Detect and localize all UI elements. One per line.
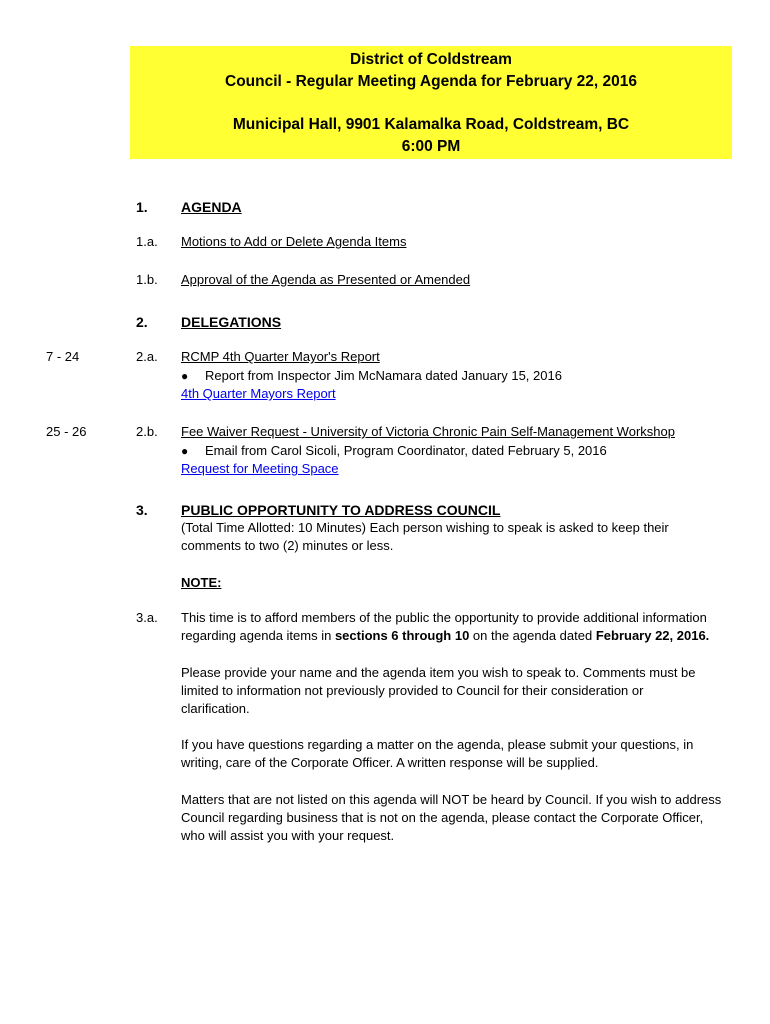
bullet-icon: ● bbox=[181, 369, 189, 383]
item-2b-bullet-text: Email from Carol Sicoli, Program Coordinator, dated February 5, 2016 bbox=[205, 443, 607, 458]
section-1-title: AGENDA bbox=[181, 199, 242, 215]
item-3a-p1-sections: sections 6 through 10 bbox=[334, 628, 470, 643]
item-2b-number: 2.b. bbox=[136, 424, 158, 439]
section-3-intro: (Total Time Allotted: 10 Minutes) Each person wishing to speak is asked to keep their comments to two (2) minutes or less. bbox=[181, 520, 669, 553]
item-1b-title[interactable]: Approval of the Agenda as Presented or Amended bbox=[181, 272, 471, 287]
item-2b-pages: 25 - 26 bbox=[46, 424, 87, 439]
item-1b-number: 1.b. bbox=[136, 272, 158, 287]
item-3a-p1-text: This time is to afford members of the public the opportunity to provide additional information regarding agenda items in bbox=[181, 610, 707, 643]
meeting-title: Council - Regular Meeting Agenda for February 22, 2016 bbox=[225, 73, 637, 90]
item-2b-attachment-link[interactable]: Request for Meeting Space bbox=[181, 461, 339, 476]
agenda-header-banner bbox=[130, 46, 732, 159]
item-3a-p1-mid: on the agenda dated bbox=[469, 628, 596, 643]
section-1-number: 1. bbox=[136, 199, 148, 215]
meeting-time: 6:00 PM bbox=[401, 138, 461, 155]
item-1a-title[interactable]: Motions to Add or Delete Agenda Items bbox=[181, 234, 407, 249]
item-3a-paragraph-1 bbox=[181, 609, 721, 645]
section-2-title: DELEGATIONS bbox=[181, 314, 282, 330]
section-3-note-label: NOTE: bbox=[181, 575, 222, 590]
item-2a-title[interactable]: RCMP 4th Quarter Mayor's Report bbox=[181, 349, 380, 364]
item-3a-paragraph-2: Please provide your name and the agenda item you wish to speak to. Comments must be limited to information not previously provided to Council for their consideration or clarification. bbox=[181, 665, 696, 716]
district-title: District of Coldstream bbox=[350, 51, 512, 68]
item-2b-title[interactable]: Fee Waiver Request - University of Victoria Chronic Pain Self-Management Workshop bbox=[181, 424, 675, 439]
item-2b-bullet bbox=[181, 442, 607, 460]
meeting-location: Municipal Hall, 9901 Kalamalka Road, Coldstream, BC bbox=[232, 116, 630, 133]
bullet-icon: ● bbox=[181, 444, 189, 458]
item-2a-bullet bbox=[181, 367, 562, 385]
section-3-title: PUBLIC OPPORTUNITY TO ADDRESS COUNCIL bbox=[181, 502, 501, 518]
item-3a-number: 3.a. bbox=[136, 610, 158, 625]
section-3-number: 3. bbox=[136, 502, 148, 518]
item-2a-pages: 7 - 24 bbox=[46, 349, 80, 364]
item-3a-p1-date: February 22, 2016. bbox=[595, 628, 710, 643]
item-3a-paragraph-4: Matters that are not listed on this agenda will NOT be heard by Council. If you wish to address Council regarding business that is not on the agenda, please contact the Corporate Officer, who will assist you with your request. bbox=[181, 792, 722, 843]
item-2a-attachment-link[interactable]: 4th Quarter Mayors Report bbox=[181, 386, 336, 401]
item-2a-number: 2.a. bbox=[136, 349, 158, 364]
section-2-number: 2. bbox=[136, 314, 148, 330]
item-1a-number: 1.a. bbox=[136, 234, 158, 249]
item-3a-paragraph-3: If you have questions regarding a matter on the agenda, please submit your questions, in writing, care of the Corporate Officer. A written response will be supplied. bbox=[181, 737, 694, 770]
item-2a-bullet-text: Report from Inspector Jim McNamara dated January 15, 2016 bbox=[205, 368, 562, 383]
